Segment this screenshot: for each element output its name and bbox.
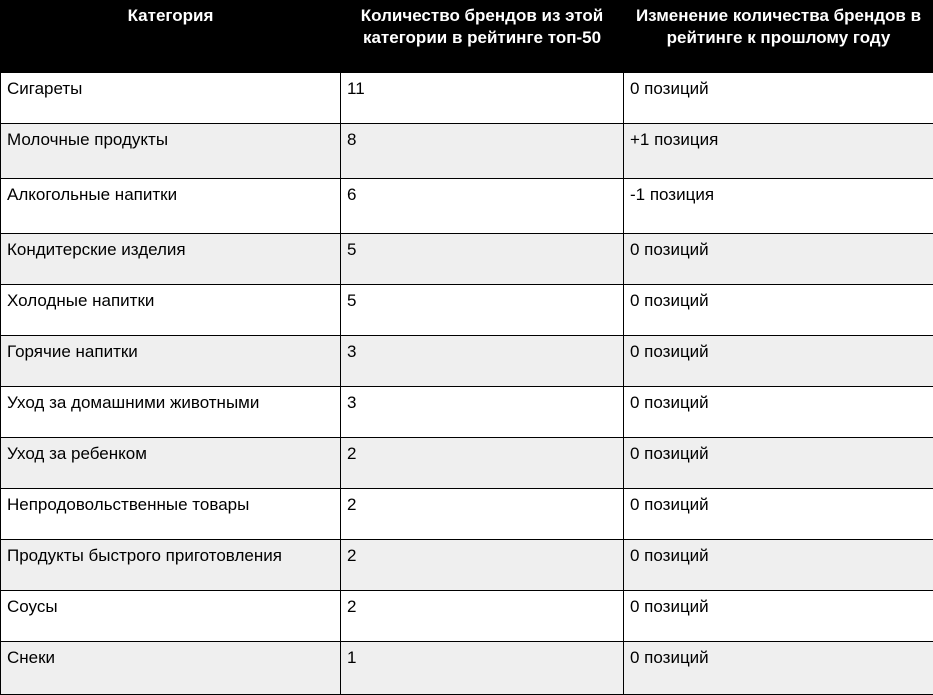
brand-count-cell: 2 [341, 489, 624, 540]
change-cell: 0 позиций [624, 285, 933, 336]
table-body [1, 73, 933, 695]
category-cell: Молочные продукты [1, 124, 341, 179]
header-brand-count: Количество брендов из этой категории в рейтинге топ-50 [341, 1, 624, 73]
category-cell: Холодные напитки [1, 285, 341, 336]
table-row [1, 124, 933, 179]
brand-count-cell: 8 [341, 124, 624, 179]
category-cell: Горячие напитки [1, 336, 341, 387]
table-row [1, 234, 933, 285]
header-row [1, 1, 933, 73]
change-cell: 0 позиций [624, 438, 933, 489]
category-cell: Снеки [1, 642, 341, 695]
change-cell: 0 позиций [624, 489, 933, 540]
brand-count-cell: 3 [341, 387, 624, 438]
change-cell: 0 позиций [624, 642, 933, 695]
change-cell: 0 позиций [624, 540, 933, 591]
table-row [1, 591, 933, 642]
change-cell: 0 позиций [624, 591, 933, 642]
brand-count-cell: 11 [341, 73, 624, 124]
brand-count-cell: 3 [341, 336, 624, 387]
header-category: Категория [1, 1, 341, 73]
change-cell: 0 позиций [624, 387, 933, 438]
brand-count-cell: 2 [341, 591, 624, 642]
change-cell: -1 позиция [624, 179, 933, 234]
category-cell: Кондитерские изделия [1, 234, 341, 285]
table-header [1, 1, 933, 73]
change-cell: 0 позиций [624, 73, 933, 124]
table-row [1, 73, 933, 124]
table-row [1, 179, 933, 234]
category-cell: Соусы [1, 591, 341, 642]
table-row [1, 387, 933, 438]
category-cell: Уход за домашними животными [1, 387, 341, 438]
change-cell: +1 позиция [624, 124, 933, 179]
table-row [1, 540, 933, 591]
brand-count-cell: 5 [341, 285, 624, 336]
table-row [1, 642, 933, 695]
table-row [1, 285, 933, 336]
table-row [1, 438, 933, 489]
table-row [1, 489, 933, 540]
brand-count-cell: 2 [341, 540, 624, 591]
header-change: Изменение количества брендов в рейтинге к прошлому году [624, 1, 933, 73]
category-cell: Непродовольственные товары [1, 489, 341, 540]
category-cell: Уход за ребенком [1, 438, 341, 489]
brand-count-cell: 6 [341, 179, 624, 234]
brand-count-cell: 5 [341, 234, 624, 285]
brand-count-cell: 2 [341, 438, 624, 489]
category-cell: Алкогольные напитки [1, 179, 341, 234]
category-cell: Сигареты [1, 73, 341, 124]
table-row [1, 336, 933, 387]
brand-count-cell: 1 [341, 642, 624, 695]
category-cell: Продукты быстрого приготовления [1, 540, 341, 591]
change-cell: 0 позиций [624, 336, 933, 387]
change-cell: 0 позиций [624, 234, 933, 285]
